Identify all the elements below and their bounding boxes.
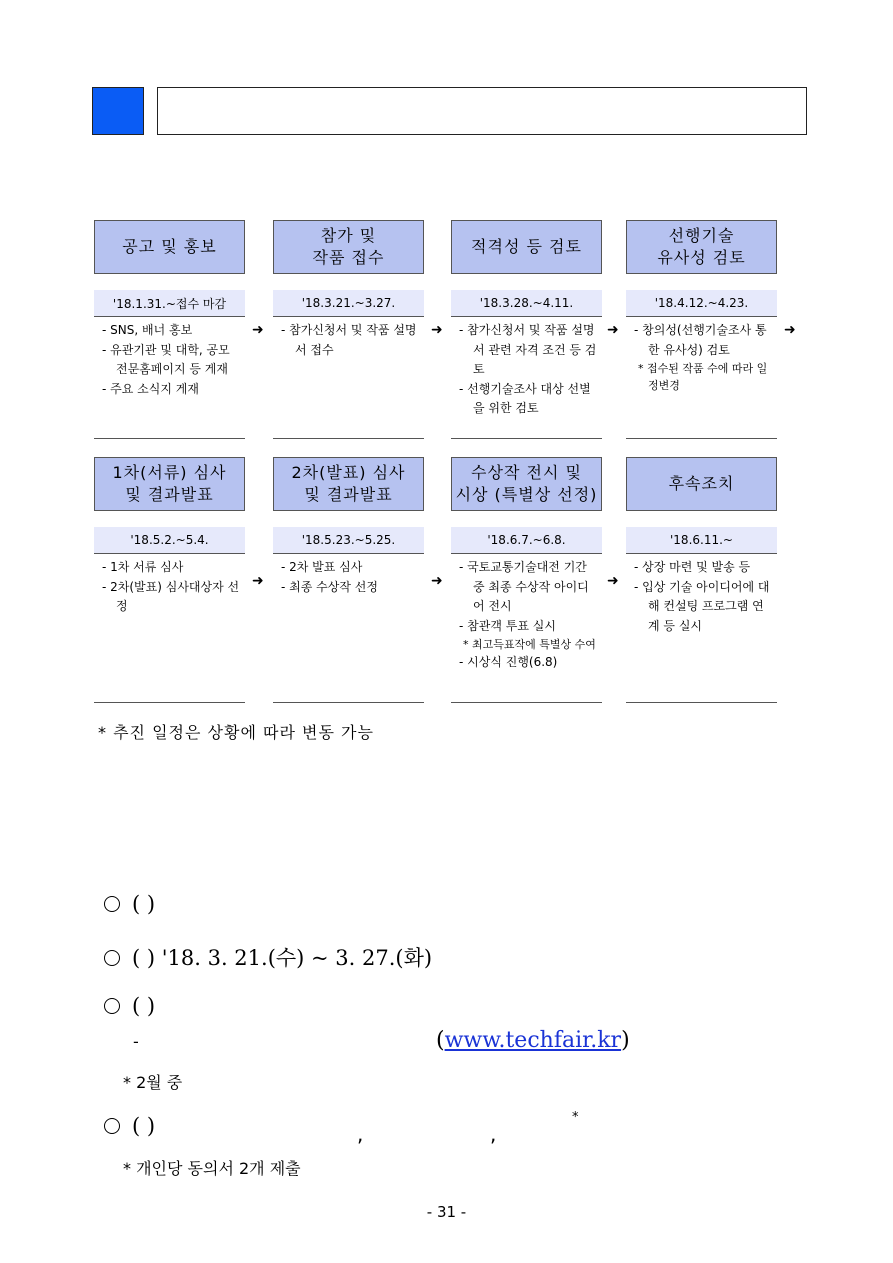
- stage-divider: [451, 702, 602, 703]
- flow-arrow-icon: ➜: [252, 573, 264, 589]
- section-number-box: [92, 87, 144, 135]
- stage-divider: [94, 438, 245, 439]
- stage-body: [273, 554, 424, 597]
- stage-title: 적격성 등 검토: [451, 220, 602, 274]
- circle-bullet-icon: [104, 1118, 120, 1134]
- stage-item: - 국토교통기술대전 기간 중 최종 수상작 아이디어 전시: [459, 560, 589, 613]
- stage-eligibility: [451, 220, 602, 419]
- stage-date: '18.5.23.~5.25.: [273, 527, 424, 554]
- stage-divider: [94, 702, 245, 703]
- circle-bullet-icon: [104, 950, 120, 966]
- stage-note: * 접수된 작품 수에 따라 일정변경: [638, 362, 768, 392]
- stage-title: 후속조치: [626, 457, 777, 511]
- stage-date: '18.1.31.~접수 마감: [94, 290, 245, 317]
- stage-item: - 시상식 진행(6.8): [459, 655, 558, 669]
- stage-item: - 선행기술조사 대상 선별을 위한 검토: [459, 381, 591, 415]
- stage-note: * 최고득표작에 특별상 수여: [463, 638, 596, 651]
- flow-arrow-icon: ➜: [607, 573, 619, 589]
- stage-item: - 입상 기술 아이디어에 대해 컨설팅 프로그램 연계 등 실시: [634, 579, 770, 633]
- stage-first-review: [94, 457, 245, 617]
- stage-body: [626, 554, 777, 636]
- bullet-item: ( ): [104, 994, 155, 1018]
- sub-note: * 개인당 동의서 2개 제출: [123, 1159, 301, 1178]
- stage-item: - 1차 서류 심사: [102, 560, 184, 574]
- stage-item: - 참가신청서 및 작품 설명서 관련 자격 조건 등 검토: [459, 323, 597, 376]
- stage-item: - 참관객 투표 실시: [459, 618, 556, 633]
- circle-bullet-icon: [104, 998, 120, 1014]
- page-number: - 31 -: [426, 1203, 467, 1221]
- section-title-box: [157, 87, 807, 135]
- stage-submission: [273, 220, 424, 360]
- stage-item: - 2차 발표 심사: [281, 560, 363, 574]
- stage-date: '18.4.12.~4.23.: [626, 290, 777, 317]
- stage-second-review: [273, 457, 424, 597]
- sub-dash: -: [133, 1032, 139, 1051]
- bullet-item: ( ) '18. 3. 21.(수) ~ 3. 27.(화): [104, 942, 432, 972]
- stage-date: '18.3.28.~4.11.: [451, 290, 602, 317]
- bullet-item: ( ): [104, 892, 155, 916]
- stage-body: [451, 554, 602, 673]
- stage-divider: [451, 438, 602, 439]
- stage-title: 수상작 전시 및 시상 (특별상 선정): [451, 457, 602, 511]
- stage-title: 선행기술 유사성 검토: [626, 220, 777, 274]
- stage-exhibition: [451, 457, 602, 673]
- bullet-item: ( ): [104, 1114, 155, 1138]
- stage-item: - 2차(발표) 심사대상자 선정: [102, 579, 240, 613]
- flow-arrow-icon: ➜: [784, 322, 796, 338]
- flow-arrow-icon: ➜: [431, 322, 443, 338]
- stage-follow-up: [626, 457, 777, 636]
- stage-prior-art: [626, 220, 777, 394]
- circle-bullet-icon: [104, 896, 120, 912]
- stage-body: [94, 554, 245, 617]
- stage-item: - SNS, 배너 홍보: [102, 323, 193, 337]
- stage-title: 공고 및 홍보: [94, 220, 245, 274]
- comma-mark: ,: [357, 1122, 364, 1146]
- comma-mark: ,: [490, 1122, 497, 1146]
- stage-announcement: [94, 220, 245, 399]
- stage-divider: [273, 438, 424, 439]
- stage-date: '18.6.11.~: [626, 527, 777, 554]
- stage-item: - 창의성(선행기술조사 통한 유사성) 검토: [634, 323, 767, 357]
- stage-title: 1차(서류) 심사 및 결과발표: [94, 457, 245, 511]
- stage-item: - 참가신청서 및 작품 설명서 접수: [281, 323, 417, 357]
- stage-body: [451, 317, 602, 419]
- stage-title: 2차(발표) 심사 및 결과발표: [273, 457, 424, 511]
- stage-date: '18.3.21.~3.27.: [273, 290, 424, 317]
- website-link: (www.techfair.kr): [436, 1028, 630, 1053]
- stage-item: - 주요 소식지 게재: [102, 381, 199, 396]
- stage-body: [273, 317, 424, 360]
- stage-item: - 상장 마련 및 발송 등: [634, 560, 751, 574]
- stage-item: - 유관기관 및 대학, 공모전문홈페이지 등 게재: [102, 342, 230, 376]
- stage-item: - 최종 수상작 선정: [281, 579, 378, 594]
- stage-body: [626, 317, 777, 394]
- asterisk-mark: *: [572, 1110, 579, 1125]
- stage-date: '18.5.2.~5.4.: [94, 527, 245, 554]
- stage-date: '18.6.7.~6.8.: [451, 527, 602, 554]
- flow-arrow-icon: ➜: [607, 322, 619, 338]
- techfair-link[interactable]: www.techfair.kr: [444, 1028, 622, 1053]
- sub-note: * 2월 중: [123, 1073, 183, 1092]
- flow-arrow-icon: ➜: [252, 322, 264, 338]
- stage-body: [94, 317, 245, 399]
- stage-divider: [626, 702, 777, 703]
- schedule-footnote: * 추진 일정은 상황에 따라 변동 가능: [98, 723, 374, 742]
- stage-divider: [626, 438, 777, 439]
- flow-arrow-icon: ➜: [431, 573, 443, 589]
- stage-title: 참가 및 작품 접수: [273, 220, 424, 274]
- stage-divider: [273, 702, 424, 703]
